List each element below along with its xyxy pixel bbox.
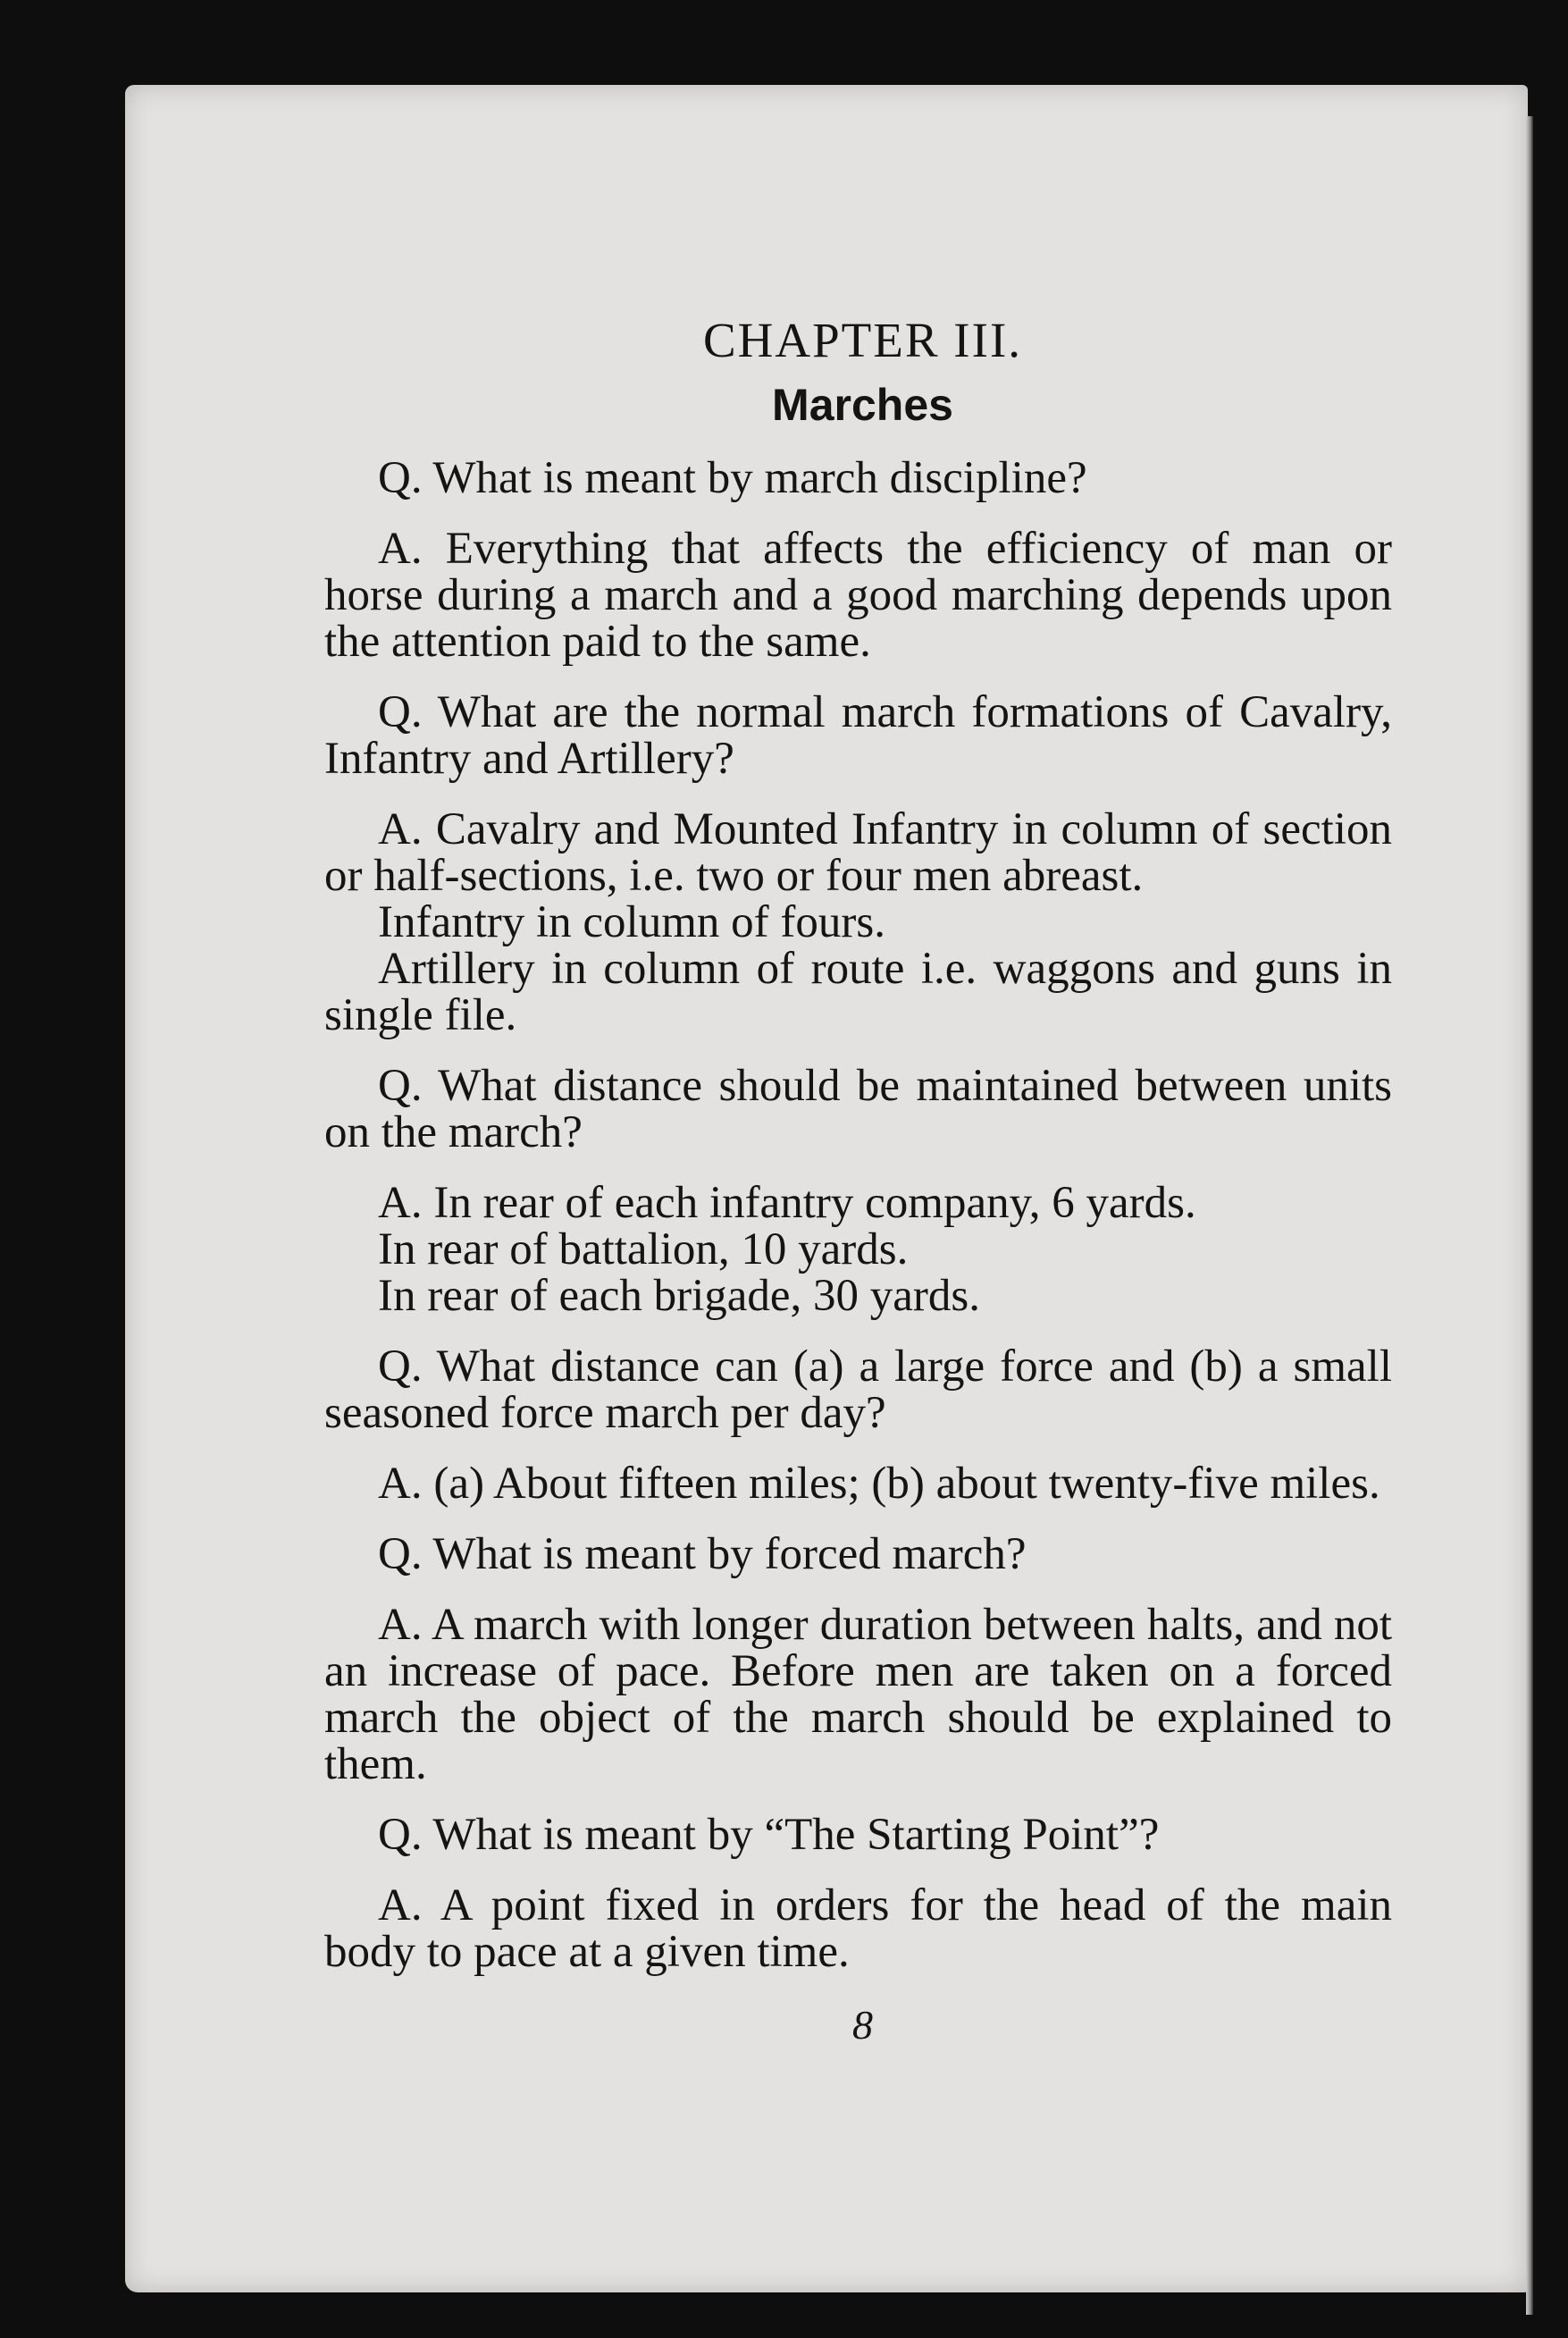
paragraph-line: Q. What is meant by forced march? — [378, 1529, 1027, 1579]
qa-entry — [324, 1460, 1392, 1507]
page-edge — [1526, 116, 1533, 2315]
qa-entry — [324, 455, 1392, 501]
qa-entry — [324, 689, 1392, 782]
paragraph-line: A. A point fixed in orders for the head of the main body to pace at a given time. — [324, 1880, 1392, 1977]
qa-entry — [324, 1343, 1392, 1436]
paragraph-line: A. Cavalry and Mounted Infantry in column of section or half-sections, i.e. two or four men abreast. — [324, 804, 1392, 901]
paragraph-line: In rear of each brigade, 30 yards. — [378, 1271, 981, 1321]
qa-entry — [324, 526, 1392, 665]
qa-entry — [324, 1882, 1392, 1975]
paragraph-line: Q. What are the normal march formations of Cavalry, Infantry and Artillery? — [324, 687, 1392, 784]
qa-entry — [324, 1531, 1392, 1577]
paragraph-line: A. (a) About fifteen miles; (b) about twenty-five miles. — [378, 1459, 1380, 1509]
paragraph-line: Q. What distance can (a) a large force and (b) a small seasoned force march per day? — [324, 1341, 1392, 1438]
page-content — [324, 313, 1392, 2048]
qa-entry — [324, 1602, 1392, 1787]
paragraph-line: Q. What is meant by march discipline? — [378, 453, 1087, 503]
paragraph-line: Q. What distance should be maintained between units on the march? — [324, 1061, 1392, 1157]
chapter-heading: CHAPTER III. — [702, 313, 1023, 367]
paragraph-line: In rear of battalion, 10 yards. — [378, 1224, 909, 1274]
qa-entry — [324, 1180, 1392, 1319]
qa-entry — [324, 1063, 1392, 1156]
page-number: 8 — [852, 2002, 873, 2048]
paragraph-line: Infantry in column of fours. — [378, 897, 885, 947]
qa-entry — [324, 806, 1392, 1039]
paragraph-line: A. A march with longer duration between halts, and not an increase of pace. Before men are taken on a forced march the object of the march should be explained to them. — [324, 1600, 1392, 1789]
paragraph-line: Artillery in column of route i.e. waggons and guns in single file. — [324, 944, 1392, 1040]
paragraph-line: A. In rear of each infantry company, 6 yards. — [378, 1178, 1196, 1228]
paragraph-line: A. Everything that affects the efficiency of man or horse during a march and a good marching depends upon the attention paid to the same. — [324, 524, 1392, 667]
qa-entry — [324, 1812, 1392, 1858]
qa-list — [324, 455, 1392, 1975]
chapter-title: Marches — [772, 380, 953, 430]
paragraph-line: Q. What is meant by “The Starting Point”? — [378, 1810, 1160, 1860]
